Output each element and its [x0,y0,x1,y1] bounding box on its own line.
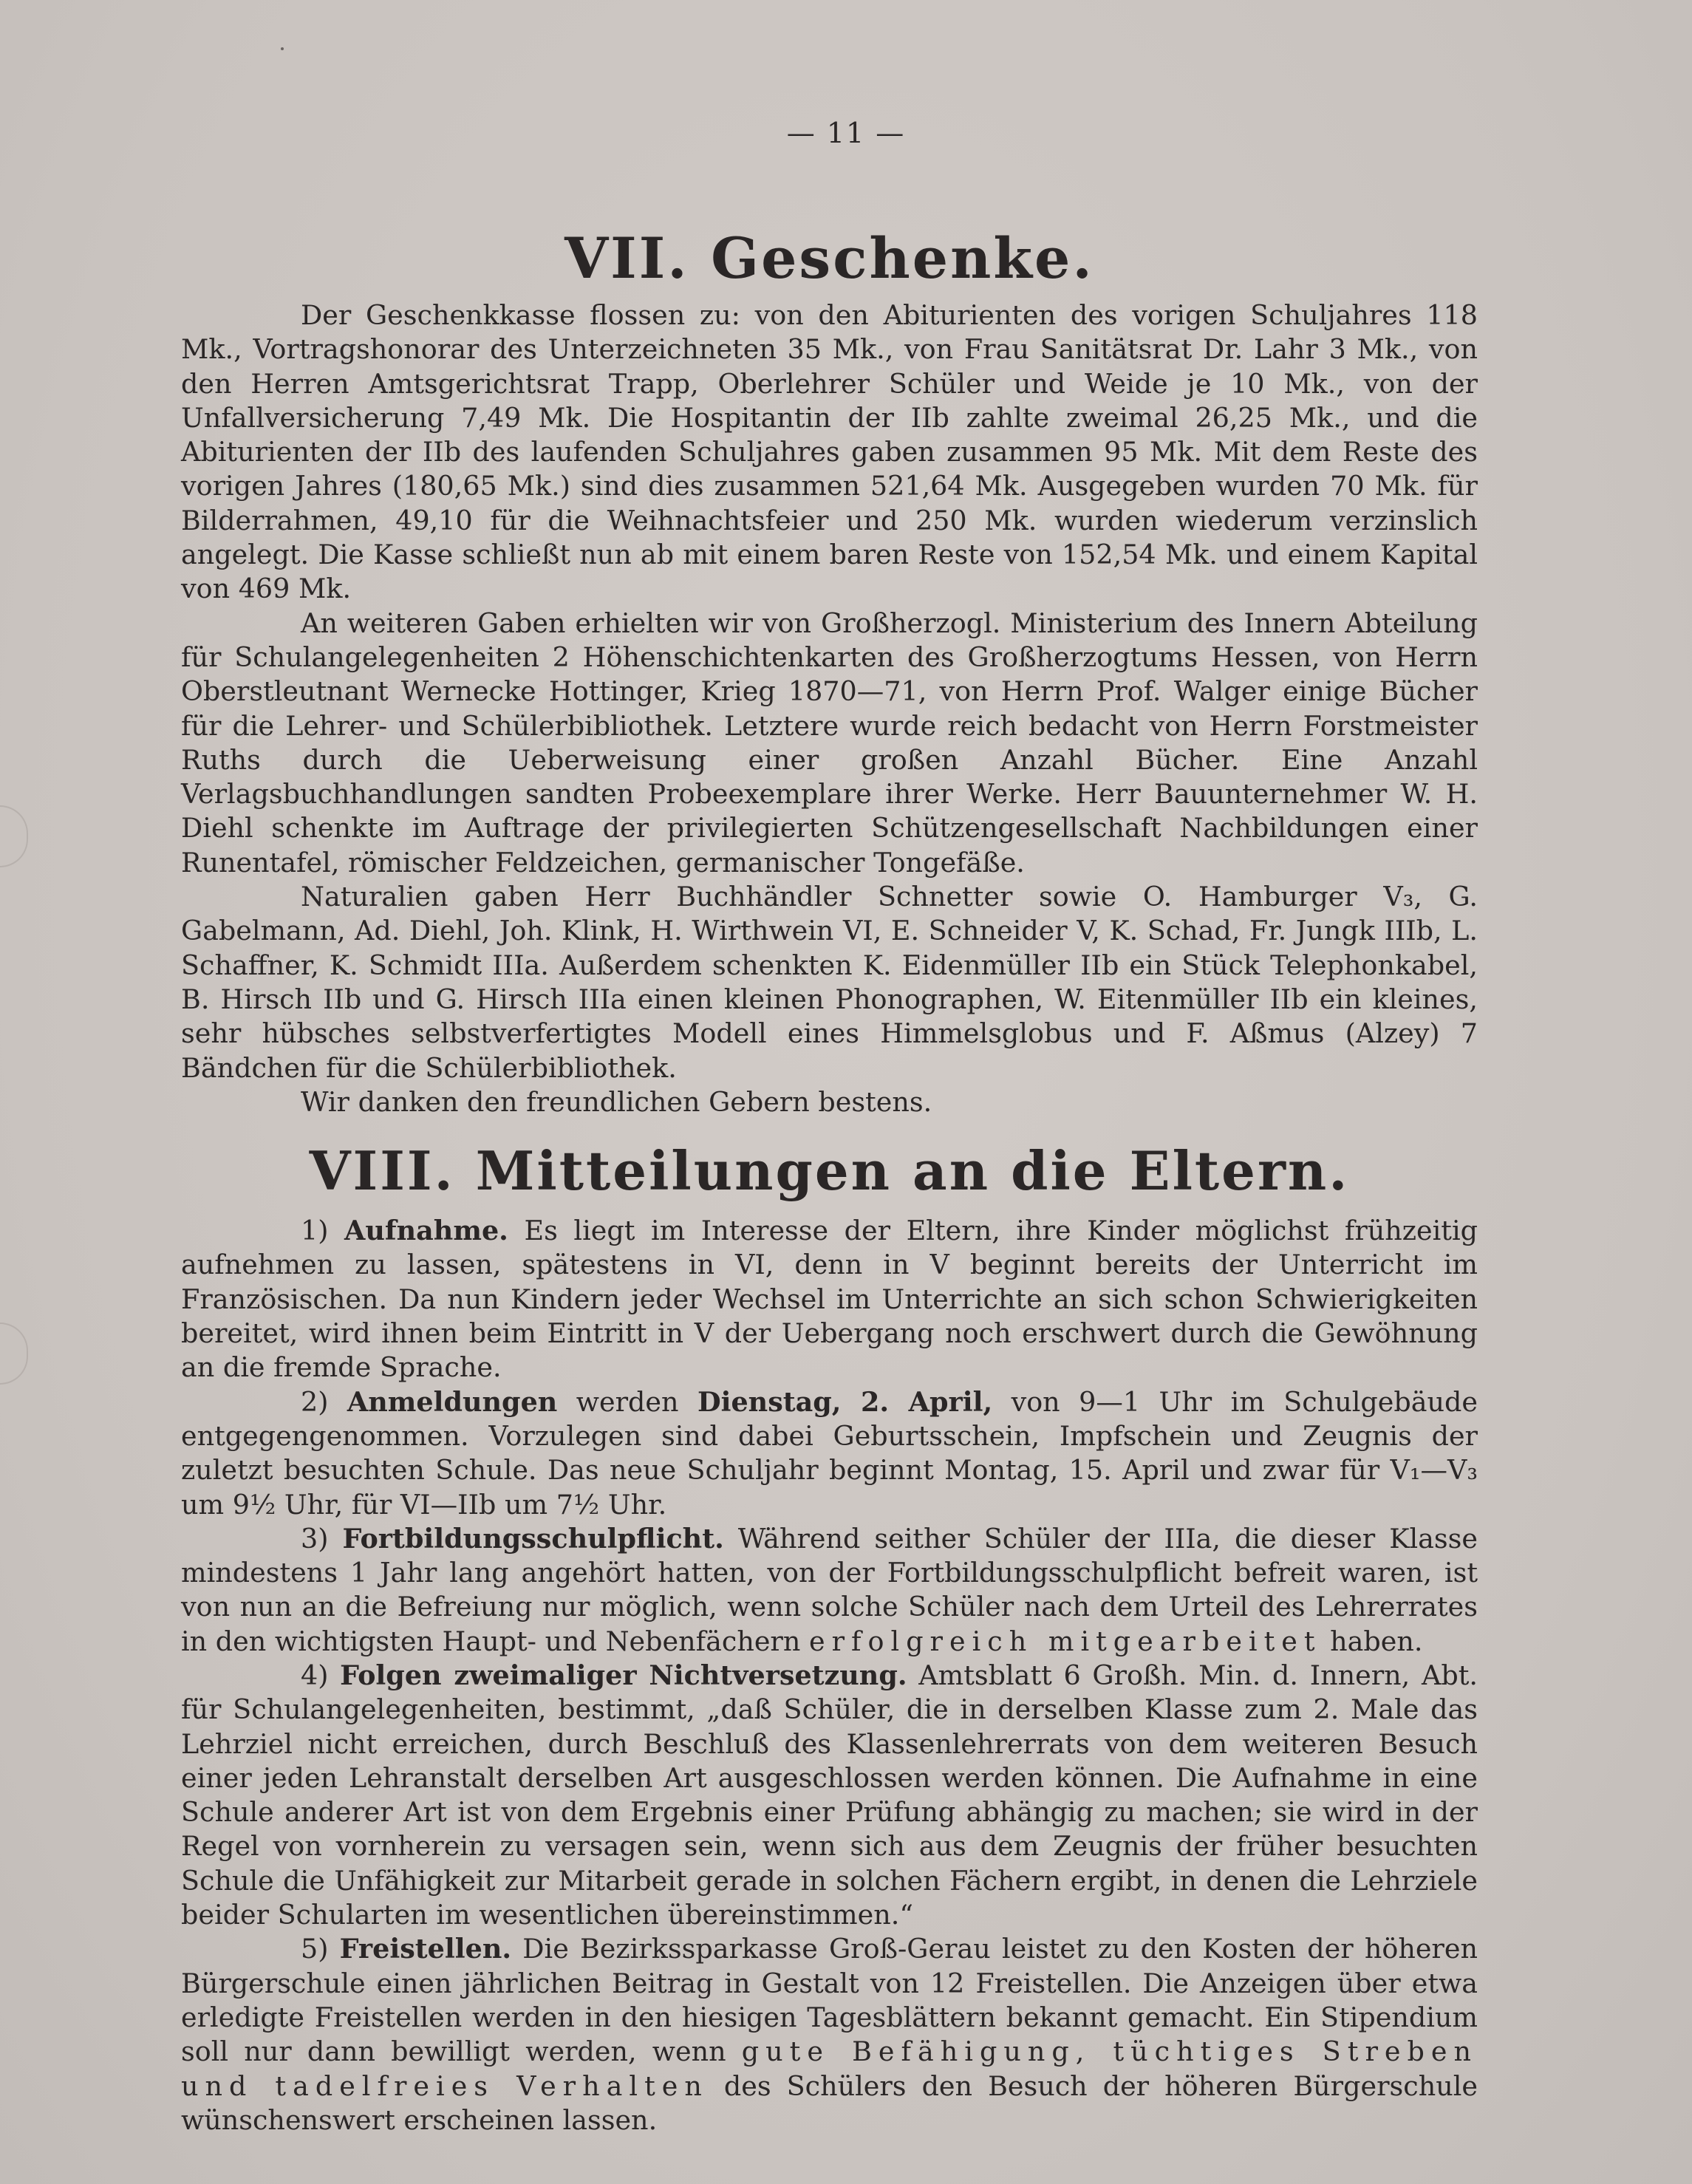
item-keyword: Folgen zweimaliger Nichtversetzung. [340,1659,907,1691]
paragraph-gifts-cash: Der Geschenkkasse flossen zu: von den Abiturienten des vorigen Schuljahres 118 Mk., Vortragshonorar des Unterzeichneten 35 Mk., von Frau Sanitätsrat Dr. Lahr 3 Mk., von den Herren Amtsgerichtsrat Trapp, Oberlehrer Schüler und Weide je 10 Mk., von der Unfallversicherung 7,49 Mk. Die Hospitantin der IIb zahlte zweimal 26,25 Mk., und die Abiturienten der IIb des laufenden Schuljahres gaben zusammen 95 Mk. Mit dem Reste des vorigen Jahres (180,65 Mk.) sind dies zusammen 521,64 Mk. Ausgegeben wurden 70 Mk. für Bilderrahmen, 49,10 für die Weihnachtsfeier und 250 Mk. wurden wiederum verzinslich angelegt. Die Kasse schließt nun ab mit einem baren Reste von 152,54 Mk. und einem Kapital von 469 Mk. [181,299,1478,605]
item-text: von 9—1 Uhr im Schulgebäude entgegengenommen. Vorzulegen sind dabei Geburtsschein, Impfschein und Zeugnis der zuletzt besuchten Schule. Das neue Schuljahr beginnt Montag, 15. April und zwar für V₁—V₃ um 9½ Uhr, für VI—IIb um 7½ Uhr. [181,1385,1478,1521]
item-keyword: Freistellen. [339,1933,512,1965]
item-date: Dienstag, 2. April, [697,1385,993,1418]
section-vii-body [181,298,1478,1119]
paragraph-gifts-naturalien: Naturalien gaben Herr Buchhändler Schnetter sowie O. Hamburger V₃, G. Gabelmann, Ad. Diehl, Joh. Klink, H. Wirthwein VI, E. Schneider V, K. Schad, Fr. Jungk IIIb, L. Schaffner, K. Schmidt IIIa. Außerdem schenkten K. Eidenmüller IIb ein Stück Telephonkabel, B. Hirsch IIb und G. Hirsch IIIa einen kleinen Phonographen, W. Eitenmüller IIb ein kleines, sehr hübsches selbstverfertigtes Modell eines Himmelsglobus und F. Aßmus (Alzey) 7 Bändchen für die Schülerbibliothek. [181,881,1478,1084]
item-anmeldungen [181,1385,1478,1522]
item-text: Die Bezirkssparkasse Groß-Gerau leistet zu den Kosten der höheren Bürgerschule einen jährlichen Beitrag in Gestalt von 12 Freistellen. Die Anzeigen über etwa erledigte Freistellen werden in den hiesigen Tagesblättern bekannt gemacht. Ein Stipendium soll nur dann bewilligt werden, wenn [181,1933,1478,2068]
item-number: 1) [301,1215,329,1247]
binding-mark-upper [0,805,28,867]
item-number: 5) [301,1933,329,1965]
item-tail: haben. [1321,1625,1423,1657]
item-keyword: Fortbildungsschulpflicht. [342,1522,724,1555]
item-keyword: Aufnahme. [344,1215,508,1247]
section-vii-heading: VII. Geschenke. [564,225,1094,291]
item-text: Amtsblatt 6 Großh. Min. d. Innern, Abt. für Schulangelegenheiten, bestimmt, „daß Schüler, die in derselben Klasse zum 2. Male das Lehrziel nicht erreichen, durch Beschluß des Klassenlehrerrats von dem weiteren Besuch einer jeden Lehranstalt derselben Art ausgeschlossen werden können. Die Aufnahme in eine Schule anderer Art ist von dem Ergebnis einer Prüfung abhängig zu machen; sie wird in der Regel von vornherein zu versagen sein, wenn sich aus dem Zeugnis der früher besuchten Schule die Unfähigkeit zur Mitarbeit gerade in solchen Fächern ergibt, in denen die Lehrziele beider Schularten im wesentlichen übereinstimmen.“ [181,1659,1478,1931]
item-aufnahme [181,1214,1478,1385]
item-spaced-emphasis: erfolgreich mitgearbeitet [808,1625,1322,1657]
section-viii-heading: VIII. Mitteilungen an die Eltern. [309,1139,1350,1203]
item-tail: des Schülers den Besuch der höheren Bürgerschule wünschenswert erscheinen lassen. [181,2069,1478,2136]
item-number: 3) [301,1522,329,1555]
paragraph-thanks: Wir danken den freundlichen Gebern bestens. [301,1085,932,1118]
item-keyword: Anmeldungen [347,1385,558,1418]
item-number: 4) [301,1659,329,1691]
section-viii-body [181,1214,1478,2137]
item-spaced-emphasis: gute Befähigung, tüchtiges Streben und tadelfreies Verhalten [181,2035,1478,2102]
paragraph-gifts-items: An weiteren Gaben erhielten wir von Großherzogl. Ministerium des Innern Abteilung für Schulangelegenheiten 2 Höhenschichtenkarten des Großherzogtums Hessen, von Herrn Oberstleutnant Wernecke Hottinger, Krieg 1870—71, von Herrn Prof. Walger einige Bücher für die Lehrer- und Schülerbibliothek. Letztere wurde reich bedacht von Herrn Forstmeister Ruths durch die Ueberweisung einer großen Anzahl Bücher. Eine Anzahl Verlagsbuchhandlungen sandten Probeexemplare ihrer Werke. Herr Bauunternehmer W. H. Diehl schenkte im Auftrage der privilegierten Schützengesellschaft Nachbildungen einer Runentafel, römischer Feldzeichen, germanischer Tongefäße. [181,607,1478,878]
page-body [181,222,1478,2137]
item-number: 2) [301,1385,329,1418]
item-text: Es liegt im Interesse der Eltern, ihre Kinder möglichst frühzeitig aufnehmen zu lassen, spätestens in VI, denn in V beginnt bereits der Unterricht im Französischen. Da nun Kindern jeder Wechsel im Unterrichte an sich schon Schwierigkeiten bereitet, wird ihnen beim Eintritt in V der Uebergang noch erschwert durch die Gewöhnung an die fremde Sprache. [181,1215,1478,1384]
item-nichtversetzung [181,1659,1478,1932]
item-text: Während seither Schüler der IIIa, die dieser Klasse mindestens 1 Jahr lang angehört hatten, von der Fortbildungsschulpflicht befreit waren, ist von nun an die Befreiung nur möglich, wenn solche Schüler nach dem Urteil des Lehrerrates in den wichtigsten Haupt- und Nebenfächern [181,1522,1478,1657]
item-freistellen [181,1932,1478,2137]
page-number: — 11 — [786,117,906,149]
item-middle: werden [557,1385,697,1418]
ink-speck [281,47,284,50]
item-fortbildungsschulpflicht [181,1522,1478,1659]
binding-mark-lower [0,1323,28,1385]
